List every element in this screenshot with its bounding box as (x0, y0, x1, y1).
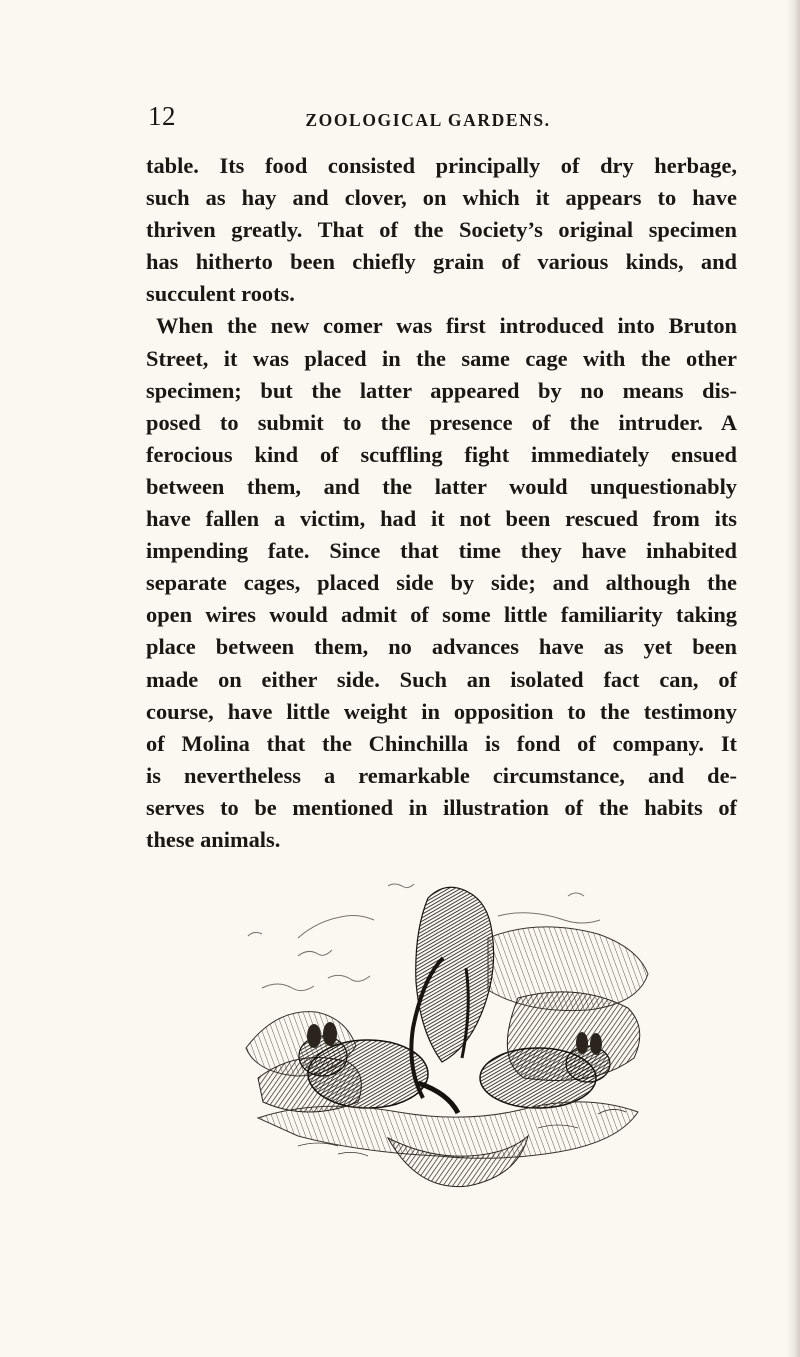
text-line: open wires would admit of some little familiarity taking (146, 602, 737, 628)
text-line: these animals. (146, 826, 281, 852)
text-line: serves to be mentioned in illustration of the habits of (146, 794, 737, 820)
page-edge-shadow (786, 0, 800, 1357)
page-number: 12 (148, 101, 176, 131)
text-line: separate cages, placed side by side; and although the (146, 570, 737, 596)
text-line: has hitherto been chiefly grain of various kinds, and (146, 249, 737, 275)
text-line: When the new comer was first introduced into Bruton (156, 313, 737, 339)
text-line: of Molina that the Chinchilla is fond of company. It (146, 730, 737, 756)
text-line: succulent roots. (146, 281, 295, 307)
text-line: place between them, no advances have as yet been (146, 634, 737, 660)
text-line: specimen; but the latter appeared by no means dis- (146, 377, 737, 403)
engraving-vignette-icon (238, 878, 660, 1190)
text-line: course, have little weight in opposition to the testimony (146, 698, 737, 724)
running-head: ZOOLOGICAL GARDENS. (305, 110, 551, 130)
text-line: table. Its food consisted principally of dry herbage, (146, 153, 737, 178)
body-text (146, 150, 737, 856)
text-line: ferocious kind of scuffling fight immediately ensued (146, 441, 737, 467)
text-line: posed to submit to the presence of the intruder. A (146, 409, 737, 435)
text-line: such as hay and clover, on which it appears to have (146, 185, 737, 211)
text-line: have fallen a victim, had it not been rescued from its (146, 506, 737, 532)
engraving-illustration (238, 878, 660, 1190)
text-line: thriven greatly. That of the Society’s original specimen (146, 217, 737, 243)
text-line: made on either side. Such an isolated fact can, of (146, 666, 737, 692)
text-line: is nevertheless a remarkable circumstance, and de- (146, 762, 737, 788)
text-line: between them, and the latter would unquestionably (146, 473, 737, 499)
text-line: Street, it was placed in the same cage with the other (146, 345, 737, 371)
text-line: impending fate. Since that time they have inhabited (146, 538, 737, 564)
